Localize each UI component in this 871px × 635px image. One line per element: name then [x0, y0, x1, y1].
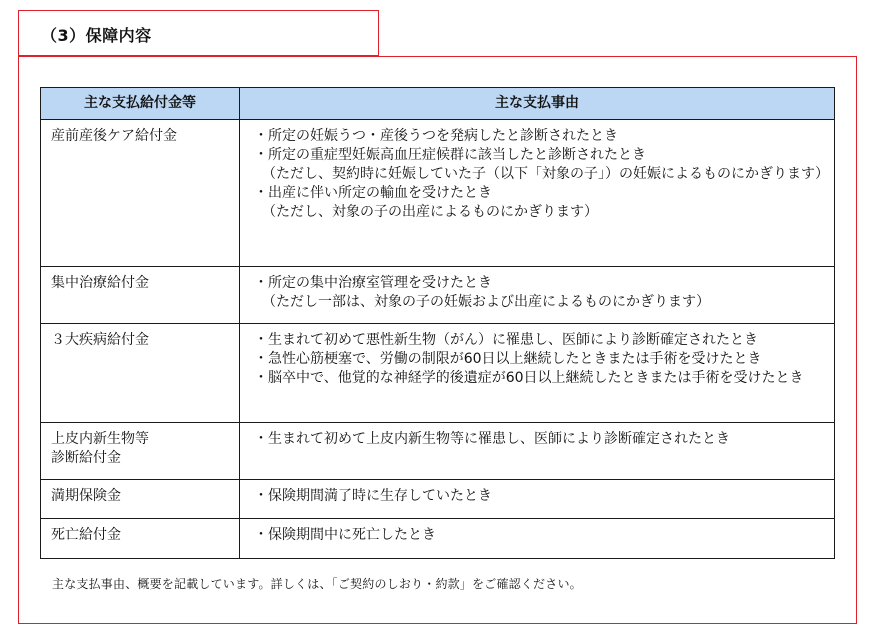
table-row — [41, 519, 835, 559]
header-reason: 主な支払事由 — [240, 88, 835, 120]
benefit-name-cell — [41, 423, 240, 480]
footnote: 主な支払事由、概要を記載しています。詳しくは、「ご契約のしおり・約款」をご確認ください。 — [52, 577, 582, 591]
table-row — [41, 120, 835, 267]
benefit-name-cell — [41, 324, 240, 423]
reason-cell — [240, 324, 835, 423]
reason-item: ・所定の集中治療室管理を受けたとき （ただし一部は、対象の子の妊娠および出産によるものにかぎります） — [252, 274, 824, 312]
benefit-name-cell — [41, 480, 240, 519]
reason-item: ・出産に伴い所定の輸血を受けたとき （ただし、対象の子の出産によるものにかぎります） — [252, 184, 824, 222]
table-row — [41, 480, 835, 519]
benefit-name-cell — [41, 120, 240, 267]
table-row — [41, 324, 835, 423]
benefit-name: 死亡給付金 — [51, 527, 121, 543]
benefit-name: 集中治療給付金 — [51, 275, 149, 291]
reason-note: （ただし、契約時に妊娠していた子（以下「対象の子」）の妊娠によるものにかぎります） — [262, 166, 829, 182]
reason-item: ・急性心筋梗塞で、労働の制限が60日以上継続したときまたは手術を受けたとき — [254, 351, 762, 367]
reason-item: ・生まれて初めて悪性新生物（がん）に罹患し、医師により診断確定されたとき — [254, 332, 758, 348]
table-row — [41, 423, 835, 480]
reason-item: ・生まれて初めて上皮内新生物等に罹患し、医師により診断確定されたとき — [254, 431, 730, 447]
reason-item: ・所定の重症型妊娠高血圧症候群に該当したと診断されたとき （ただし、契約時に妊娠していた子（以下「対象の子」）の妊娠によるものにかぎります） — [254, 147, 829, 182]
reason-cell — [240, 120, 835, 267]
benefits-table — [40, 87, 835, 559]
reason-note: （ただし一部は、対象の子の妊娠および出産によるものにかぎります） — [262, 294, 710, 310]
reason-cell — [240, 519, 835, 559]
reason-cell — [240, 423, 835, 480]
benefit-name-cell — [41, 519, 240, 559]
benefit-name-cell — [41, 267, 240, 324]
reason-note: （ただし、対象の子の出産によるものにかぎります） — [262, 204, 598, 220]
benefit-name: ３大疾病給付金 — [51, 332, 149, 348]
header-benefit: 主な支払給付金等 — [41, 88, 240, 120]
section-title-box — [18, 10, 379, 56]
benefit-name: 産前産後ケア給付金 — [51, 128, 177, 144]
section-title: （3）保障内容 — [41, 26, 152, 45]
reason-item: ・脳卒中で、他覚的な神経学的後遺症が60日以上継続したときまたは手術を受けたとき — [254, 370, 804, 386]
table-row — [41, 267, 835, 324]
reason-cell — [240, 480, 835, 519]
benefit-name: 上皮内新生物等 — [51, 431, 149, 447]
reason-item: ・保険期間中に死亡したとき — [254, 527, 436, 543]
benefit-name: 満期保険金 — [51, 488, 121, 504]
reason-cell — [240, 267, 835, 324]
benefit-name: 診断給付金 — [51, 450, 121, 466]
table-header-row — [41, 88, 835, 120]
reason-item: ・所定の妊娠うつ・産後うつを発病したと診断されたとき — [254, 128, 618, 144]
reason-item: ・保険期間満了時に生存していたとき — [254, 488, 492, 504]
